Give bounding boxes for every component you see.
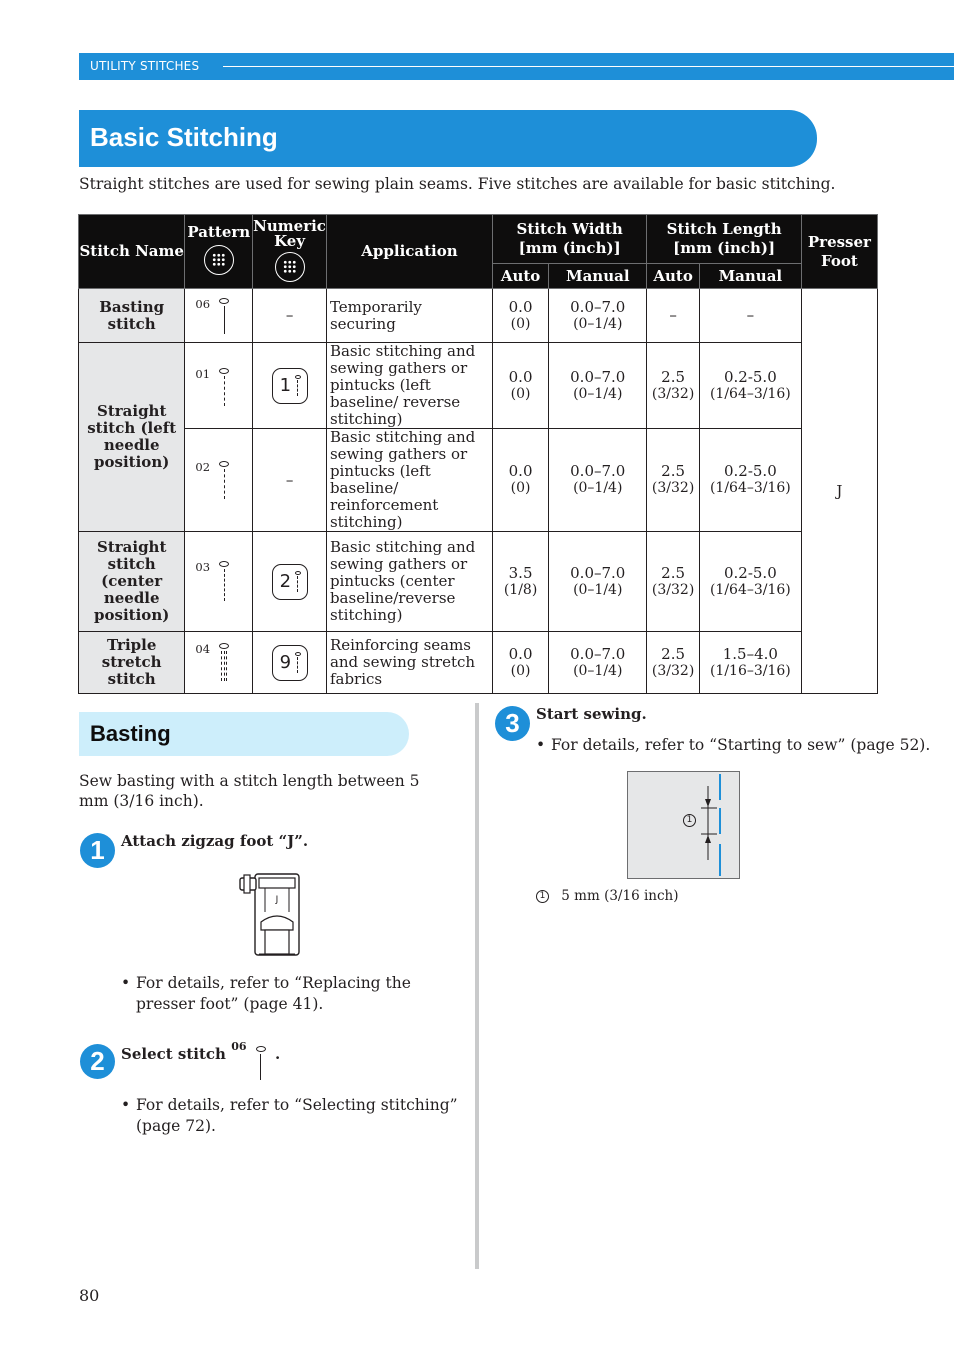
header-band bbox=[79, 53, 954, 80]
length-auto: 2.5 (3/32) bbox=[647, 532, 700, 632]
length-auto: 2.5 (3/32) bbox=[647, 343, 700, 429]
stitch-name: Triple stretch stitch bbox=[79, 632, 185, 694]
step-2-period: . bbox=[274, 1045, 281, 1063]
header-length-auto: Auto bbox=[647, 264, 700, 289]
intro-text: Straight stitches are used for sewing plain seams. Five stitches are available for basic stitching. bbox=[79, 175, 836, 193]
width-manual: 0.0–7.0 (0–1/4) bbox=[549, 632, 647, 694]
header-stitch-width-label: Stitch Width bbox=[516, 220, 623, 238]
table-row bbox=[79, 343, 878, 429]
header-stitch-name: Stitch Name bbox=[79, 215, 185, 289]
length-manual: 1.5–4.0 (1/16–3/16) bbox=[699, 632, 801, 694]
table-row bbox=[79, 532, 878, 632]
application: Basic stitching and sewing gathers or pintucks (center baseline/reverse stitching) bbox=[326, 532, 492, 632]
application: Basic stitching and sewing gathers or pintucks (left baseline/ reinforcement stitching) bbox=[326, 429, 492, 532]
straight-stitch-icon bbox=[219, 561, 229, 601]
stitch-selection-icon bbox=[204, 245, 234, 275]
figure-marker: 1 bbox=[683, 814, 696, 827]
application: Temporarily securing bbox=[326, 289, 492, 343]
section-label: UTILITY STITCHES bbox=[90, 59, 200, 73]
pattern-number: 02 bbox=[195, 460, 211, 474]
width-auto: 0.0 (0) bbox=[493, 429, 549, 532]
step-2-stitch-number: 06 bbox=[231, 1040, 247, 1053]
width-manual: 0.0–7.0 (0–1/4) bbox=[549, 429, 647, 532]
column-divider bbox=[475, 703, 479, 1269]
stitch-length-figure bbox=[627, 771, 740, 879]
numeric-key: 1 bbox=[272, 368, 308, 404]
pattern-cell bbox=[185, 532, 253, 632]
header-pattern bbox=[185, 215, 253, 289]
width-manual: 0.0–7.0 (0–1/4) bbox=[549, 289, 647, 343]
width-auto: 3.5 (1/8) bbox=[493, 532, 549, 632]
numeric-key-cell bbox=[253, 343, 327, 429]
header-numeric-key bbox=[253, 215, 327, 289]
pattern-cell bbox=[185, 429, 253, 532]
application: Reinforcing seams and sewing stretch fabrics bbox=[326, 632, 492, 694]
numeric-key: 2 bbox=[272, 564, 308, 600]
step-2-bullet: • For details, refer to “Selecting stitching” (page 72). bbox=[121, 1095, 466, 1137]
header-width-manual: Manual bbox=[549, 264, 647, 289]
length-manual: – bbox=[699, 289, 801, 343]
page-title: Basic Stitching bbox=[90, 122, 278, 152]
basting-heading: Basting bbox=[90, 721, 171, 746]
numeric-key: 9 bbox=[272, 645, 308, 681]
length-auto: 2.5 (3/32) bbox=[647, 632, 700, 694]
foot-letter: J bbox=[275, 895, 279, 905]
width-auto: 0.0 (0) bbox=[493, 343, 549, 429]
table-row bbox=[79, 289, 878, 343]
step-1-title: Attach zigzag foot “J”. bbox=[121, 832, 309, 850]
straight-stitch-icon bbox=[219, 461, 229, 499]
step-2-number: 2 bbox=[80, 1044, 115, 1079]
straight-stitch-icon bbox=[295, 375, 301, 396]
pattern-number: 06 bbox=[195, 296, 211, 311]
pattern-number: 03 bbox=[195, 559, 211, 574]
pattern-cell bbox=[185, 289, 253, 343]
figure-caption bbox=[536, 888, 678, 904]
step-1-number: 1 bbox=[80, 833, 115, 868]
pattern-cell bbox=[185, 632, 253, 694]
basting-intro: Sew basting with a stitch length between 5 mm (3/16 inch). bbox=[79, 772, 420, 810]
header-stitch-length-label: Stitch Length bbox=[666, 220, 782, 238]
header-length-manual: Manual bbox=[699, 264, 801, 289]
numeric-key: – bbox=[253, 289, 327, 343]
header-stitch-width-unit: [mm (inch)] bbox=[518, 239, 621, 257]
caption-text: 5 mm (3/16 inch) bbox=[561, 888, 679, 904]
width-auto: 0.0 (0) bbox=[493, 632, 549, 694]
stitch-name: Basting stitch bbox=[79, 289, 185, 343]
length-auto: – bbox=[647, 289, 700, 343]
width-auto: 0.0 (0) bbox=[493, 289, 549, 343]
stitch-name: Straight stitch (center needle position) bbox=[79, 532, 185, 632]
width-manual: 0.0–7.0 (0–1/4) bbox=[549, 343, 647, 429]
triple-stretch-stitch-icon bbox=[219, 643, 229, 681]
step-3-bullet: • For details, refer to “Starting to sew” (page 52). bbox=[536, 735, 936, 756]
step-3-number: 3 bbox=[495, 706, 530, 741]
header-application: Application bbox=[326, 215, 492, 289]
numeric-key: – bbox=[253, 429, 327, 532]
width-manual: 0.0–7.0 (0–1/4) bbox=[549, 532, 647, 632]
straight-stitch-icon bbox=[295, 571, 301, 592]
pattern-number: 01 bbox=[195, 366, 211, 381]
step-3-title: Start sewing. bbox=[536, 705, 647, 723]
title-bar bbox=[79, 110, 817, 167]
header-stitch-length-unit: [mm (inch)] bbox=[673, 239, 776, 257]
stitch-table bbox=[78, 214, 878, 694]
pattern-cell bbox=[185, 343, 253, 429]
header-presser-foot: Presser Foot bbox=[801, 215, 877, 289]
step-2-title-text: Select stitch bbox=[121, 1045, 226, 1063]
header-numeric-key-label: Numeric Key bbox=[253, 216, 326, 250]
step-2-title bbox=[121, 1040, 281, 1080]
header-rule bbox=[223, 66, 954, 67]
pattern-number: 04 bbox=[195, 641, 211, 656]
presser-foot: J bbox=[801, 289, 877, 694]
length-auto: 2.5 (3/32) bbox=[647, 429, 700, 532]
numeric-key-cell bbox=[253, 532, 327, 632]
length-manual: 0.2-5.0 (1/64–3/16) bbox=[699, 343, 801, 429]
length-manual: 0.2-5.0 (1/64–3/16) bbox=[699, 532, 801, 632]
header-stitch-width bbox=[493, 215, 647, 264]
step-1-bullet: • For details, refer to “Replacing the presser foot” (page 41). bbox=[121, 973, 451, 1015]
numeric-key-cell bbox=[253, 632, 327, 694]
zigzag-foot-j-illustration bbox=[239, 872, 301, 957]
table-row bbox=[79, 632, 878, 694]
caption-marker: 1 bbox=[536, 890, 549, 903]
header-width-auto: Auto bbox=[493, 264, 549, 289]
stitch-name: Straight stitch (left needle position) bbox=[79, 343, 185, 532]
table-row bbox=[79, 429, 878, 532]
header-pattern-label: Pattern bbox=[187, 223, 251, 241]
application: Basic stitching and sewing gathers or pintucks (left baseline/ reverse stitching) bbox=[326, 343, 492, 429]
basting-heading-bar bbox=[79, 712, 409, 756]
stitch-length-diagram bbox=[628, 772, 741, 880]
triple-stretch-stitch-icon bbox=[295, 652, 301, 673]
basting-stitch-icon bbox=[256, 1043, 266, 1080]
straight-stitch-icon bbox=[219, 368, 229, 406]
numeric-keypad-icon bbox=[275, 252, 305, 282]
page-number: 80 bbox=[79, 1286, 100, 1305]
header-stitch-length bbox=[647, 215, 802, 264]
basting-stitch-icon bbox=[219, 298, 229, 334]
length-manual: 0.2-5.0 (1/64–3/16) bbox=[699, 429, 801, 532]
